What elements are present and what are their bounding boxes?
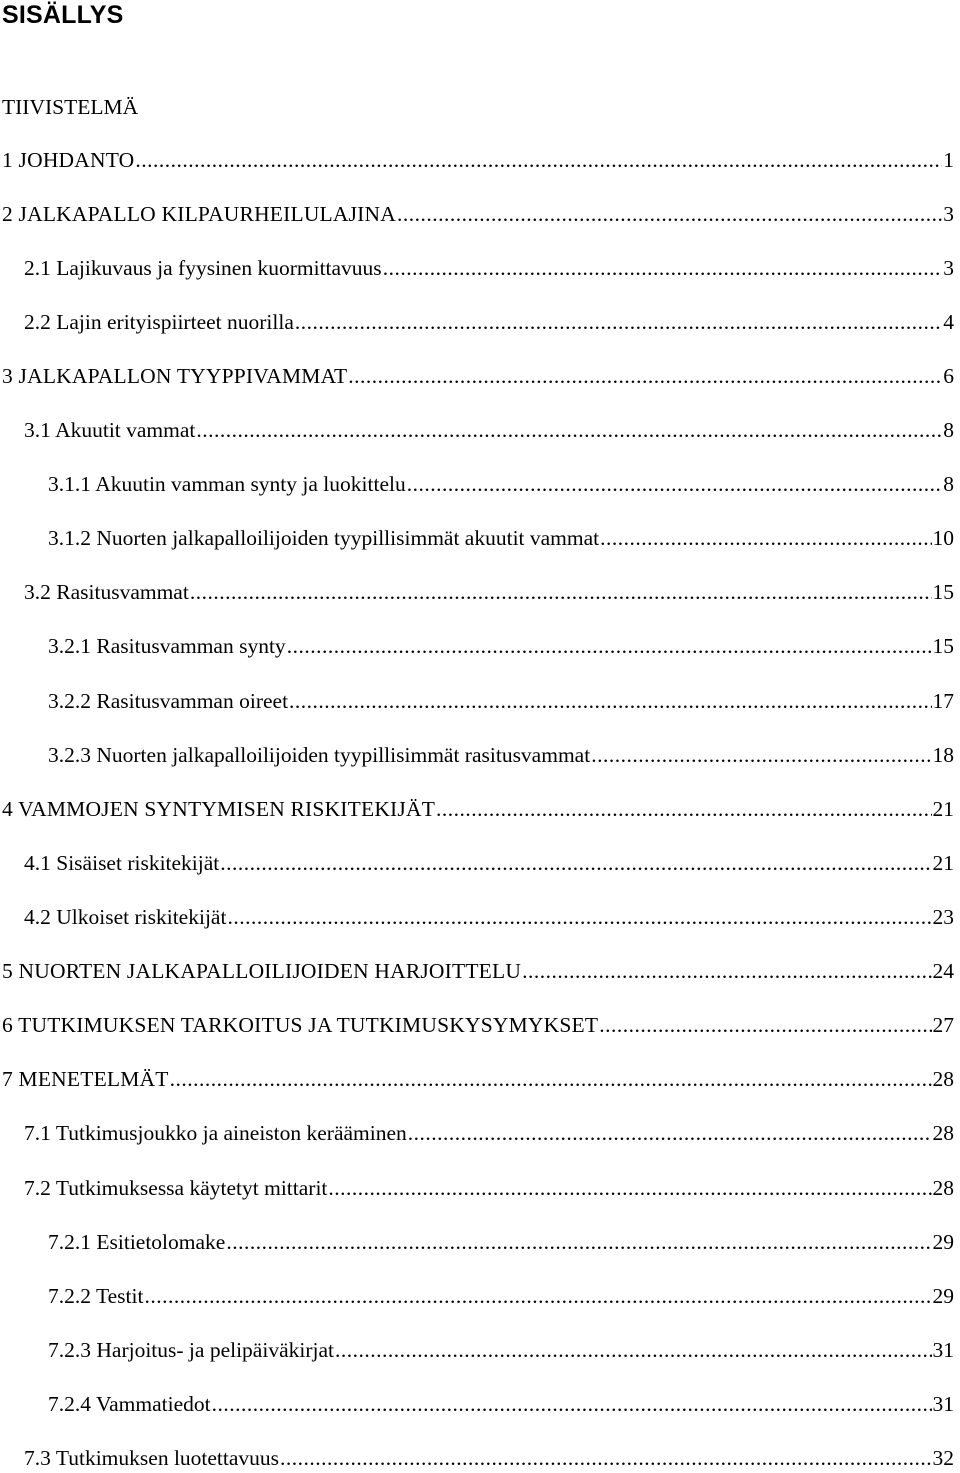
toc-entry-label: 4.1 Sisäiset riskitekijät [24, 851, 220, 875]
dot-leader [212, 1389, 932, 1419]
toc-page-number: 31 [932, 1392, 954, 1416]
toc-page-number: 21 [932, 797, 954, 821]
toc-page-number: 32 [932, 1446, 954, 1470]
toc-page-number: 29 [932, 1284, 954, 1308]
toc-entry[interactable] [48, 631, 954, 661]
toc-entry-label: 7.2.4 Vammatiedot [48, 1392, 211, 1416]
toc-page-number: 28 [932, 1067, 954, 1091]
dot-leader [522, 956, 931, 986]
toc-entry[interactable] [2, 1064, 954, 1094]
toc-entry-label: 3.1 Akuutit vammat [24, 418, 196, 442]
toc-entry[interactable] [48, 1335, 954, 1365]
dot-leader [383, 253, 943, 283]
toc-entry[interactable] [2, 361, 954, 391]
toc-entry[interactable] [48, 1281, 954, 1311]
toc-page-number: 15 [932, 580, 954, 604]
toc-entry[interactable] [24, 253, 954, 283]
dot-leader [220, 848, 931, 878]
toc-entry-label: 2.1 Lajikuvaus ja fyysinen kuormittavuus [24, 256, 382, 280]
toc-entry[interactable] [24, 1118, 954, 1148]
dot-leader [190, 577, 932, 607]
dot-leader [227, 902, 931, 932]
dot-leader [280, 1443, 931, 1473]
toc-page-number: 28 [932, 1176, 954, 1200]
toc-page-number: 17 [932, 689, 954, 713]
toc-entry-label: 3 JALKAPALLON TYYPPIVAMMAT [2, 364, 348, 388]
toc-entry[interactable] [2, 956, 954, 986]
toc-page-number: 29 [932, 1230, 954, 1254]
toc-page-number: 24 [932, 959, 954, 983]
toc-entry-label: 7.2 Tutkimuksessa käytetyt mittarit [24, 1176, 328, 1200]
toc-entry-label: 4 VAMMOJEN SYNTYMISEN RISKITEKIJÄT [2, 797, 436, 821]
toc-entry[interactable] [24, 307, 954, 337]
toc-entry-label: 3.1.2 Nuorten jalkapalloilijoiden tyypillisimmät akuutit vammat [48, 526, 600, 550]
dot-leader [289, 686, 931, 716]
toc-entry-label: 2 JALKAPALLO KILPAURHEILULAJINA [2, 202, 396, 226]
toc-page-number: 8 [943, 472, 954, 496]
toc-entry[interactable] [2, 794, 954, 824]
toc-entry-label: 2.2 Lajin erityispiirteet nuorilla [24, 310, 294, 334]
toc-entry-label: 7.3 Tutkimuksen luotettavuus [24, 1446, 280, 1470]
dot-leader [407, 469, 943, 499]
dot-leader [226, 1227, 931, 1257]
dot-leader [135, 145, 942, 175]
toc-entry[interactable] [48, 523, 954, 553]
dot-leader [397, 199, 942, 229]
dot-leader [408, 1118, 932, 1148]
toc-entry-label: 3.2 Rasitusvammat [24, 580, 189, 604]
toc-page-number: 6 [943, 364, 954, 388]
toc-page-number: 8 [943, 418, 954, 442]
toc-entry-label: 6 TUTKIMUKSEN TARKOITUS JA TUTKIMUSKYSYMYKSET [2, 1013, 599, 1037]
toc-entry-label: 7 MENETELMÄT [2, 1067, 169, 1091]
dot-leader [348, 361, 942, 391]
toc-page-number: 18 [932, 743, 954, 767]
toc-entry[interactable] [2, 145, 954, 175]
toc-entry[interactable] [24, 577, 954, 607]
toc-page-number: 23 [932, 905, 954, 929]
toc-page-number: 15 [932, 634, 954, 658]
dot-leader [196, 415, 942, 445]
dot-leader [436, 794, 931, 824]
dot-leader [287, 631, 932, 661]
toc-page-number: 4 [943, 310, 954, 334]
toc-page-number: 3 [943, 256, 954, 280]
toc-page-number: 31 [932, 1338, 954, 1362]
toc-entry-abstract [2, 92, 138, 122]
toc-entry[interactable] [48, 686, 954, 716]
toc-page-number: 3 [943, 202, 954, 226]
dot-leader [295, 307, 942, 337]
toc-entry-label: 7.1 Tutkimusjoukko ja aineiston kerääminen [24, 1121, 407, 1145]
dot-leader [328, 1173, 931, 1203]
toc-entry[interactable] [2, 1010, 954, 1040]
toc-entry-label: 5 NUORTEN JALKAPALLOILIJOIDEN HARJOITTELU [2, 959, 522, 983]
toc-entry[interactable] [24, 1443, 954, 1473]
dot-leader [170, 1064, 932, 1094]
toc-entry-label: 3.2.1 Rasitusvamman synty [48, 634, 286, 658]
toc-entry[interactable] [48, 1227, 954, 1257]
toc-page-number: 21 [932, 851, 954, 875]
dot-leader [144, 1281, 931, 1311]
toc-entry-label: TIIVISTELMÄ [2, 95, 139, 119]
toc-page-number: 10 [932, 526, 954, 550]
toc-entry-label: 7.2.1 Esitietolomake [48, 1230, 226, 1254]
toc-page-number: 1 [943, 148, 954, 172]
toc-entry-label: 3.2.3 Nuorten jalkapalloilijoiden tyypillisimmät rasitusvammat [48, 743, 591, 767]
toc-entry[interactable] [48, 1389, 954, 1419]
toc-entry[interactable] [48, 469, 954, 499]
toc-entry[interactable] [2, 199, 954, 229]
toc-entry[interactable] [48, 740, 954, 770]
dot-leader [335, 1335, 932, 1365]
toc-entry-label: 7.2.3 Harjoitus- ja pelipäiväkirjat [48, 1338, 334, 1362]
toc-entry-label: 3.1.1 Akuutin vamman synty ja luokittelu [48, 472, 406, 496]
toc-page-number: 28 [932, 1121, 954, 1145]
toc-entry[interactable] [24, 902, 954, 932]
dot-leader [599, 1010, 931, 1040]
dot-leader [600, 523, 931, 553]
dot-leader [591, 740, 931, 770]
page-title: SISÄLLYS [2, 1, 124, 29]
toc-entry[interactable] [24, 415, 954, 445]
toc-entry-label: 3.2.2 Rasitusvamman oireet [48, 689, 289, 713]
toc-entry[interactable] [24, 1173, 954, 1203]
toc-page-number: 27 [932, 1013, 954, 1037]
toc-entry-label: 1 JOHDANTO [2, 148, 135, 172]
toc-entry[interactable] [24, 848, 954, 878]
toc-entry-label: 4.2 Ulkoiset riskitekijät [24, 905, 227, 929]
toc-entry-label: 7.2.2 Testit [48, 1284, 144, 1308]
